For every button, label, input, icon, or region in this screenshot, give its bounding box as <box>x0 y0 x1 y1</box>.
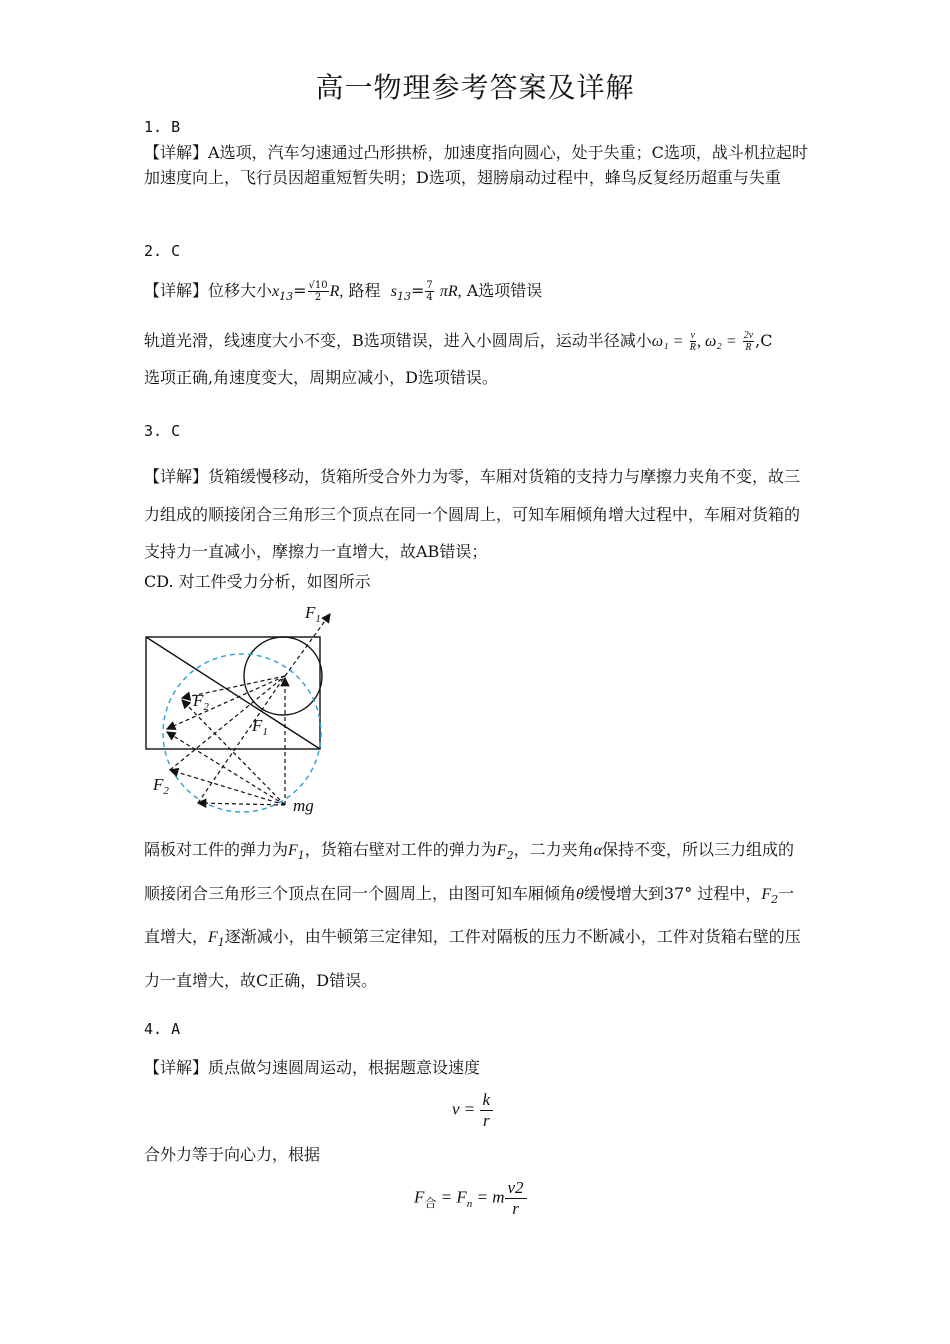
q4-line1 <box>144 1056 480 1080</box>
q3-theta: θ <box>576 885 584 903</box>
q3-alpha: α <box>593 842 603 859</box>
q4-eq2-sub: 合 <box>424 1195 437 1210</box>
q2-line1-end: A选项错误 <box>466 281 543 300</box>
f-line-2 <box>167 732 285 805</box>
label-mg: mg <box>293 796 314 815</box>
q2-disp-label: 位移大小 <box>208 281 273 300</box>
q4-eq2-mid: = F <box>440 1187 467 1207</box>
q3-para2 <box>144 831 808 1000</box>
q4-eq2-num: v2 <box>505 1178 527 1199</box>
q2-path-var: s <box>390 283 397 300</box>
q2-omega1-frac <box>690 330 696 353</box>
force-diagram <box>140 598 350 823</box>
q2-path-sub: 13 <box>396 290 411 304</box>
q3-f1: F <box>288 842 298 859</box>
q4-eq1-frac <box>480 1090 494 1131</box>
q2-omega2: , ω₂ = <box>696 333 737 350</box>
label-f2-lower-sub: 2 <box>163 785 169 797</box>
q3-answer: 3. C <box>144 422 181 440</box>
q2-disp-frac <box>308 280 329 303</box>
q2-line1: 【详解】位移大小$x_{13}=$ $\frac{√10}{2}$ R, 路程 $s_{13}=$ $\frac{7}{4}$ πR, A选项错误 <box>144 280 543 304</box>
q1-answer: 1. B <box>144 118 181 136</box>
q3-p2-b: ，货箱右壁对工件的弹力为 <box>304 840 497 859</box>
f1-top-arrow <box>285 614 330 676</box>
f-line-3 <box>198 803 285 805</box>
q2-line2 <box>144 324 773 358</box>
q4-answer: 4. A <box>144 1020 181 1038</box>
q3-p2-f1-sub: 1 <box>217 936 225 950</box>
q3-p2-f2-sub: 2 <box>771 892 779 906</box>
q2-omega2-frac <box>743 330 754 353</box>
q4-tag: 【详解】 <box>144 1058 209 1077</box>
page-title: 高一物理参考答案及详解 <box>315 71 635 104</box>
q3-p2-e: 缓慢增大到37° 过程中， <box>583 883 762 903</box>
q2-disp-tail: R, <box>329 283 344 300</box>
q3-f1-sub: 1 <box>297 849 305 863</box>
svg-text:F2 <box>152 775 169 797</box>
q2-path-den: 4 <box>426 292 433 303</box>
q2-disp-num: √10 <box>308 280 328 291</box>
q3-f2-sub: 2 <box>506 849 514 863</box>
q4-eq2-sub2: n <box>466 1197 473 1210</box>
q3-tag: 【详解】 <box>144 467 209 486</box>
q3-p2-f2: F <box>761 885 772 903</box>
q2-path-num: 7 <box>426 280 433 291</box>
q4-eq2-frac <box>505 1178 527 1219</box>
q3-para1 <box>144 458 808 571</box>
q2-disp-den: 2 <box>314 292 322 303</box>
q4-eq2-den: r <box>512 1199 519 1218</box>
q4-eq1-lhs: v = <box>452 1099 476 1119</box>
auxiliary-circle <box>163 654 321 812</box>
label-f1-top-sub: 1 <box>315 613 321 625</box>
q2-path-tail: πR, <box>439 283 462 300</box>
q2-omega1: ω₁ = <box>651 333 684 350</box>
partition-board <box>146 637 320 749</box>
q2-disp-sub: 13 <box>279 290 294 304</box>
q4-eq1-den: r <box>482 1111 490 1130</box>
q3-f2: F <box>496 842 507 859</box>
q2-w2-num: 2v <box>743 330 754 341</box>
label-f2-upper-sub: 2 <box>203 701 209 713</box>
q2-answer: 2. C <box>144 242 181 260</box>
q2-line3: 选项正确,角速度变大，周期应减小，D选项错误。 <box>144 368 498 387</box>
q2-line2-end: ,C <box>755 331 773 350</box>
q3-p2-g: 逐渐减小，由牛顿第三定律知，工件对隔板的压力不断减小，工件对货箱右壁的压力一直增大，故C正确，D错误。 <box>144 927 801 991</box>
label-f1-mid-sub: 1 <box>262 726 268 738</box>
q2-w2-den: R <box>745 342 752 353</box>
q4-text1: 质点做匀速圆周运动，根据题意设速度 <box>208 1058 481 1077</box>
q2-line2-text: 轨道光滑，线速度大小不变，B选项错误，进入小圆周后，运动半径减小 <box>144 331 652 350</box>
q3-p2-a: 隔板对工件的弹力为 <box>144 840 289 859</box>
q3-p2-d: 保持不变，所以三力组成的顺接闭合三角形三个顶点在同一个圆周上，由图可知车厢倾角 <box>144 840 795 903</box>
q4-equation-1 <box>452 1090 493 1131</box>
q3-p2-c: ，二力夹角 <box>513 840 594 859</box>
q1-text: A选项，汽车匀速通过凸形拱桥，加速度指向圆心，处于失重；C选项，战斗机拉起时加速度向上，飞行员因超重短暂失明；D选项，翅膀扇动过程中，蜂鸟反复经历超重与失重 <box>144 143 808 187</box>
label-f1-top: F <box>305 603 316 622</box>
svg-text:F1 <box>304 603 321 625</box>
q4-eq2-eq: = m <box>476 1187 505 1207</box>
q3-cd-line: CD. 对工件受力分析，如图所示 <box>144 572 371 591</box>
q1-explanation <box>144 141 808 190</box>
q4-equation-2 <box>414 1178 527 1219</box>
q4-eq2-f: F <box>414 1187 425 1207</box>
svg-text:F2 <box>192 691 209 713</box>
label-f2-upper: F <box>193 691 204 710</box>
q2-w1-den: R <box>689 342 696 353</box>
q3-para1-text: 货箱缓慢移动，货箱所受合外力为零，车厢对货箱的支持力与摩擦力夹角不变，故三力组成的顺接闭合三角形三个顶点在同一个圆周上，可知车厢倾角增大过程中，车厢对货箱的支持力一直减小，摩擦力一直增大，故AB错误； <box>144 467 801 561</box>
q2-path-label: 路程 <box>348 281 381 300</box>
q4-eq1-num: k <box>480 1090 494 1111</box>
label-f1-mid: F <box>252 716 263 735</box>
q2-disp-var: x <box>272 283 280 300</box>
q3-p2-f: 一直增大， <box>144 883 795 947</box>
q3-p2-f1: F <box>208 929 218 947</box>
q2-tag: 【详解】 <box>144 281 209 300</box>
q2-path-frac <box>425 280 433 303</box>
label-f2-lower: F <box>153 775 164 794</box>
q4-line2: 合外力等于向心力，根据 <box>144 1145 321 1164</box>
svg-text:F1 <box>251 716 268 738</box>
f-line-4 <box>198 676 285 803</box>
q2-w1-num: v <box>690 330 695 341</box>
q1-tag: 【详解】 <box>144 143 209 162</box>
